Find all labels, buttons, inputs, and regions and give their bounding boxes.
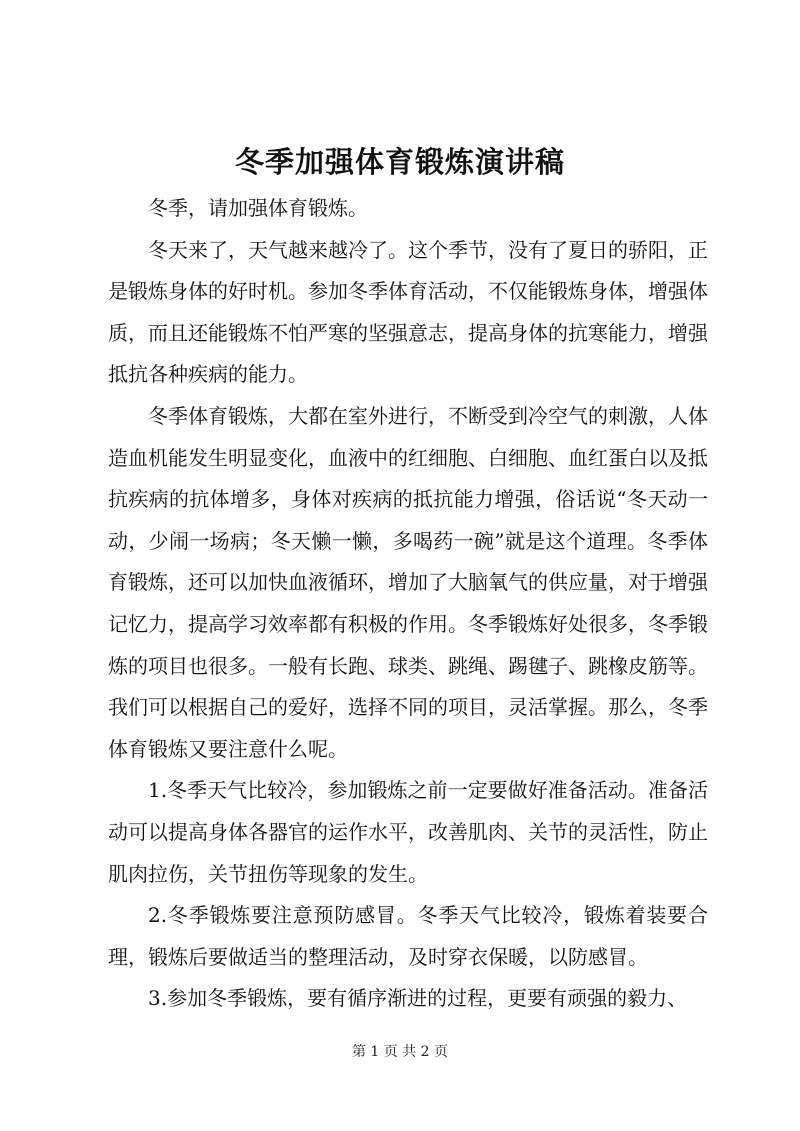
paragraph-tip-1: 1.冬季天气比较冷，参加锻炼之前一定要做好准备活动。准备活动可以提高身体各器官的运作水平，改善肌肉、关节的灵活性，防止肌肉拉伤，关节扭伤等现象的发生。 [108, 778, 708, 886]
page-number-footer: 第 1 页 共 2 页 [351, 1044, 449, 1060]
paragraph-intro: 冬天来了，天气越来越冷了。这个季节，没有了夏日的骄阳，正是锻炼身体的好时机。参加冬季体育活动，不仅能锻炼身体，增强体质，而且还能锻炼不怕严寒的坚强意志，提高身体的抗寒能力，增强抵抗各种疾病的能力。 [108, 237, 708, 387]
paragraph-benefits: 冬季体育锻炼，大都在室外进行，不断受到冷空气的刺激，人体造血机能发生明显变化，血液中的红细胞、白细胞、血红蛋白以及抵抗疾病的抗体增多，身体对疾病的抵抗能力增强，俗话说“冬天动一动，少闹一场病；冬天懒一懒，多喝药一碗”就是这个道理。冬季体育锻炼，还可以加快血液循环，增加了大脑氧气的供应量，对于增强记忆力，提高学习效率都有积极的作用。冬季锻炼好处很多，冬季锻炼的项目也很多。一般有长跑、球类、跳绳、踢毽子、跳橡皮筋等。我们可以根据自己的爱好，选择不同的项目，灵活掌握。那么，冬季体育锻炼又要注意什么呢。 [108, 403, 708, 761]
paragraph-tip-3: 3.参加冬季锻炼，要有循序渐进的过程，更要有顽强的毅力、 [148, 986, 688, 1011]
document-title: 冬季加强体育锻炼演讲稿 [234, 145, 565, 179]
paragraph-tip-2: 2.冬季锻炼要注意预防感冒。冬季天气比较冷，锻炼着装要合理，锻炼后要做适当的整理活动，及时穿衣保暖，以防感冒。 [108, 903, 708, 969]
document-body [108, 188, 708, 1020]
paragraph-greeting: 冬季，请加强体育锻炼。 [148, 196, 368, 220]
